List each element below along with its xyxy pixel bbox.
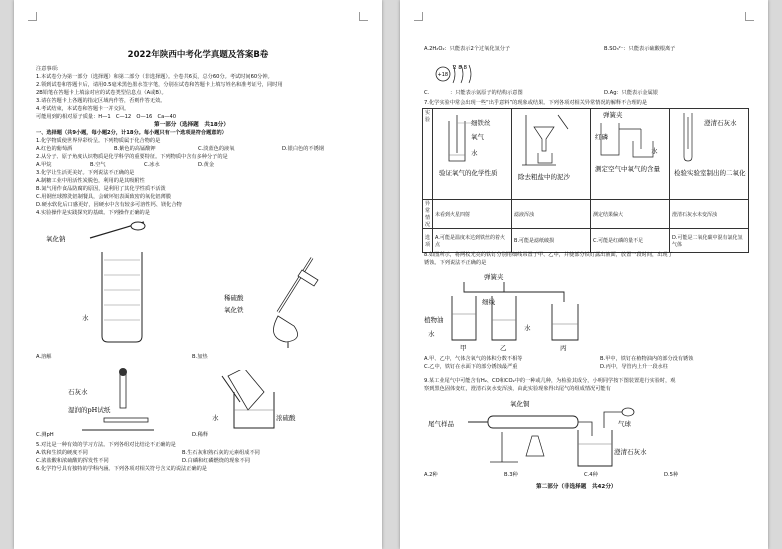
q4-option-d: D.稀释: [192, 432, 209, 438]
label-iron-oxide: 氧化铁: [224, 306, 244, 314]
q5-option-c: C.浓盐酸和浓硫酸的挥发性不同: [36, 458, 109, 464]
crop-mark: [745, 12, 754, 21]
q3-option-d: D.硬水软化后口感更好，因硬水中含有较多可溶性钙、镁化合物: [36, 202, 182, 208]
note-line: 4.考试结束，本试卷和答题卡一并交回。: [36, 106, 130, 112]
svg-text:澄清石灰水: 澄清石灰水: [704, 119, 737, 127]
nucleus-charge: +18: [437, 72, 449, 78]
q4-figure-heating: [194, 230, 324, 350]
atomic-mass-line: 可能用到的相对原子质量：H—1 C—12 O—16 Ca—40: [36, 114, 177, 120]
q5-option-a: A.铁和生铁的硬度不同: [36, 450, 88, 456]
q7-row-options: [423, 229, 749, 253]
q4-stem: 4.实验操作是实践探究的基础。下列操作正确的是: [36, 210, 150, 216]
q2-option-d: D.黄金: [198, 162, 215, 168]
q9-option-c: C.4种: [584, 472, 598, 478]
q6-option-b: B.SO₃²⁻：只能表示硫酸根离子: [604, 46, 676, 52]
crop-mark: [414, 12, 423, 21]
svg-text:水: 水: [428, 330, 435, 338]
q8-figure: [424, 270, 614, 354]
svg-text:植物油: 植物油: [424, 316, 444, 324]
q3-option-a: A.制糖工业中用活性炭脱色，利用的是其吸附性: [36, 178, 145, 184]
q6-stem: 6.化学符号具有独特的学科内涵。下列各项对相关符号含义的说法正确的是: [36, 466, 207, 472]
q1-option-a: A.红色的葡萄酒: [36, 146, 73, 152]
svg-text:红磷: 红磷: [595, 133, 609, 141]
label-conc-acid: 浓硫酸: [276, 414, 296, 422]
crop-mark: [359, 12, 368, 21]
notes-heading: 注意事项:: [36, 66, 59, 72]
q5-option-b: B.生石灰和熟石灰的元素组成不同: [182, 450, 260, 456]
svg-text:丙: 丙: [560, 344, 567, 352]
note-line: 2.领到试卷和答题卡后，请用0.5毫米黑色墨水签字笔，分别在试卷和答题卡上填写姓名和准考证号，同时用: [36, 82, 283, 88]
svg-text:水: 水: [651, 147, 658, 155]
svg-text:除去粗盐中的泥沙: 除去粗盐中的泥沙: [518, 173, 571, 181]
q5-stem: 5.对比是一种有效的学习方法。下列各组对比结论不正确的是: [36, 442, 176, 448]
q7-exp4-figure: [672, 109, 746, 197]
q7-exp1-figure: [435, 109, 509, 197]
q2-stem: 2.从分子、原子角度认识物质是化学科学的重要特征。下列物质中含有多种分子的是: [36, 154, 228, 160]
q4-option-a: A.溶解: [36, 354, 52, 360]
q8-option-d: D.丙中，导管内上升一段水柱: [600, 364, 668, 370]
svg-text:澄清石灰水: 澄清石灰水: [614, 448, 647, 456]
q7-anomaly-3: 测定结果偏大: [591, 200, 670, 229]
q7-exp2-figure: [514, 109, 588, 197]
q6-option-d: D.Ag：只能表示金属银: [604, 90, 658, 96]
q4-figure-dissolve: [42, 220, 152, 350]
q3-stem: 3.化学让生活更美好。下列说法不正确的是: [36, 170, 135, 176]
q6-option-c: C. ：只能表示氩原子的结构示意图: [424, 90, 523, 96]
atom-structure-diagram: [434, 60, 482, 88]
q8-option-b: B.甲中，铁钉在植物油内的部分没有锈蚀: [600, 356, 694, 362]
q2-option-a: A.甲烷: [36, 162, 52, 168]
q9-stem-2: 察到黑色固体变红，澄清石灰水变浑浊，由此实验现象得出尾气的组成情况可能有: [424, 386, 611, 392]
q7-option-a: A.可能是温度未达到铁丝的着火点: [433, 229, 512, 253]
part2-header: 第二部分（非选择题 共42分）: [536, 484, 617, 490]
svg-text:气球: 气球: [618, 420, 631, 428]
svg-text:测定空气中氧气的含量: 测定空气中氧气的含量: [595, 165, 661, 173]
q1-stem: 1.化学物质使世界异彩纷呈。下列物质属于化合物的是: [36, 138, 161, 144]
q4-figure-ph: [42, 364, 162, 444]
q7-option-c: C.可能是红磷的量不足: [591, 229, 670, 253]
note-line: 1.本试卷分为第一部分（选择题）和第二部分（非选择题）。全卷共6页，总分60分。考试时间60分钟。: [36, 74, 273, 80]
q4-option-c: C.测pH: [36, 432, 54, 438]
q9-stem-1: 9.某工业尾气中可能含有H₂、CO和CO₂中的一种或几种，为检验其成分，小明同学按下图装置进行实验时，观: [424, 378, 676, 384]
q9-option-b: B.3种: [504, 472, 518, 478]
q3-option-c: C.用钢丝球擦洗铝制餐具，会破坏铝表面致密的氧化铝薄膜: [36, 194, 171, 200]
svg-text:细铁丝: 细铁丝: [471, 119, 491, 127]
q8-stem-1: 8.如图所示，将两枚光亮的铁钉分别用细线吊置于甲、乙中，并使部分铁钉露出液面，放置一段时间，出现了: [424, 252, 673, 258]
svg-text:水: 水: [471, 149, 478, 157]
q7-experiment-4: [670, 109, 749, 200]
q5-option-d: D.白磷和红磷燃烧的现象不同: [182, 458, 250, 464]
q7-table: [422, 108, 749, 253]
q1-option-d: D.银白色的不锈钢: [282, 146, 324, 152]
q7-experiment-1: [433, 109, 512, 200]
note-line: 2B铅笔在答题卡上填涂对应的试卷类型信息点（A或B）。: [36, 90, 167, 96]
q8-stem-2: 锈蚀。下列说法不正确的是: [424, 260, 487, 266]
q7-header-options: 选项: [423, 229, 433, 253]
svg-text:弹簧夹: 弹簧夹: [484, 273, 504, 281]
q7-option-b: B.可能是滤纸破损: [512, 229, 591, 253]
q7-exp3-figure: [593, 109, 667, 197]
q9-option-a: A.2种: [424, 472, 438, 478]
q7-anomaly-1: 未看到火星四射: [433, 200, 512, 229]
q4-figure-dilute: [210, 370, 320, 432]
label-water: 水: [82, 314, 89, 322]
svg-text:检验实验室制出的二氧化碳: 检验实验室制出的二氧化碳: [674, 169, 747, 177]
q4-option-b: B.加热: [192, 354, 208, 360]
crop-mark: [28, 12, 37, 21]
q7-experiment-3: [591, 109, 670, 200]
q7-stem: 7.化学实验中常会出现一些“出乎意料”的现象或结果。下列各项对相关异常情况的解释不合理的是: [424, 100, 648, 106]
q8-option-c: C.乙中，铁钉在水面下的部分锈蚀最严重: [424, 364, 518, 370]
label-naoh: 氧化钠: [46, 235, 66, 243]
q1-option-b: B.紫色的高锰酸钾: [114, 146, 156, 152]
q6-option-a: A.2H₂O₂：只能表示2个过氧化氢分子: [424, 46, 511, 52]
electron-shells: 2 8 8: [453, 65, 467, 71]
svg-text:尾气样品: 尾气样品: [428, 420, 454, 428]
q7-anomaly-4: 澄清石灰水未变浑浊: [670, 200, 749, 229]
svg-text:水: 水: [524, 324, 531, 332]
left-page: [14, 0, 382, 549]
q7-row-anomaly: [423, 200, 749, 229]
q2-option-b: B.空气: [90, 162, 106, 168]
note-line: 3.请在答题卡上各题的指定区域内作答，否则作答无效。: [36, 98, 166, 104]
q7-experiment-2: [512, 109, 591, 200]
label-dilute-water: 水: [212, 414, 219, 422]
svg-text:乙: 乙: [500, 344, 507, 352]
q7-anomaly-2: 滤液浑浊: [512, 200, 591, 229]
section1-header: 一、选择题（共9小题，每小题2分，计18分。每小题只有一个选项是符合题意的）: [36, 130, 227, 136]
q3-option-b: B.氮气用作食品防腐的原因，是利用了其化学性质不活泼: [36, 186, 166, 192]
q7-header-anomaly: 异常情况: [423, 200, 433, 229]
right-page: [400, 0, 768, 549]
part1-header: 第一部分（选择题 共18分）: [154, 122, 229, 128]
svg-text:甲: 甲: [460, 344, 467, 352]
svg-text:验证氧气的化学性质: 验证氧气的化学性质: [439, 169, 498, 177]
q8-option-a: A.甲、乙中，气体含氧气的体积分数不相等: [424, 356, 523, 362]
q7-row-experiment: [423, 109, 749, 200]
svg-text:氧化铜: 氧化铜: [510, 400, 530, 408]
svg-text:弹簧夹: 弹簧夹: [603, 111, 623, 119]
svg-text:细线: 细线: [482, 298, 495, 306]
q9-option-d: D.5种: [664, 472, 679, 478]
q9-figure: [428, 396, 648, 470]
svg-text:氧气: 氧气: [471, 133, 485, 141]
q2-option-c: C.冰水: [144, 162, 160, 168]
label-ph-paper: 湿润的pH试纸: [68, 406, 111, 414]
label-dilute-acid: 稀硫酸: [224, 294, 244, 302]
label-limewater: 石灰水: [68, 388, 88, 396]
q1-option-c: C.淡蓝色的液氧: [198, 146, 235, 152]
q7-option-d: D.可能是二氧化碳中混有氯化氢气体: [670, 229, 749, 253]
document-title: 2022年陕西中考化学真题及答案B卷: [127, 50, 269, 60]
q7-header-experiment: 实验: [423, 109, 433, 200]
